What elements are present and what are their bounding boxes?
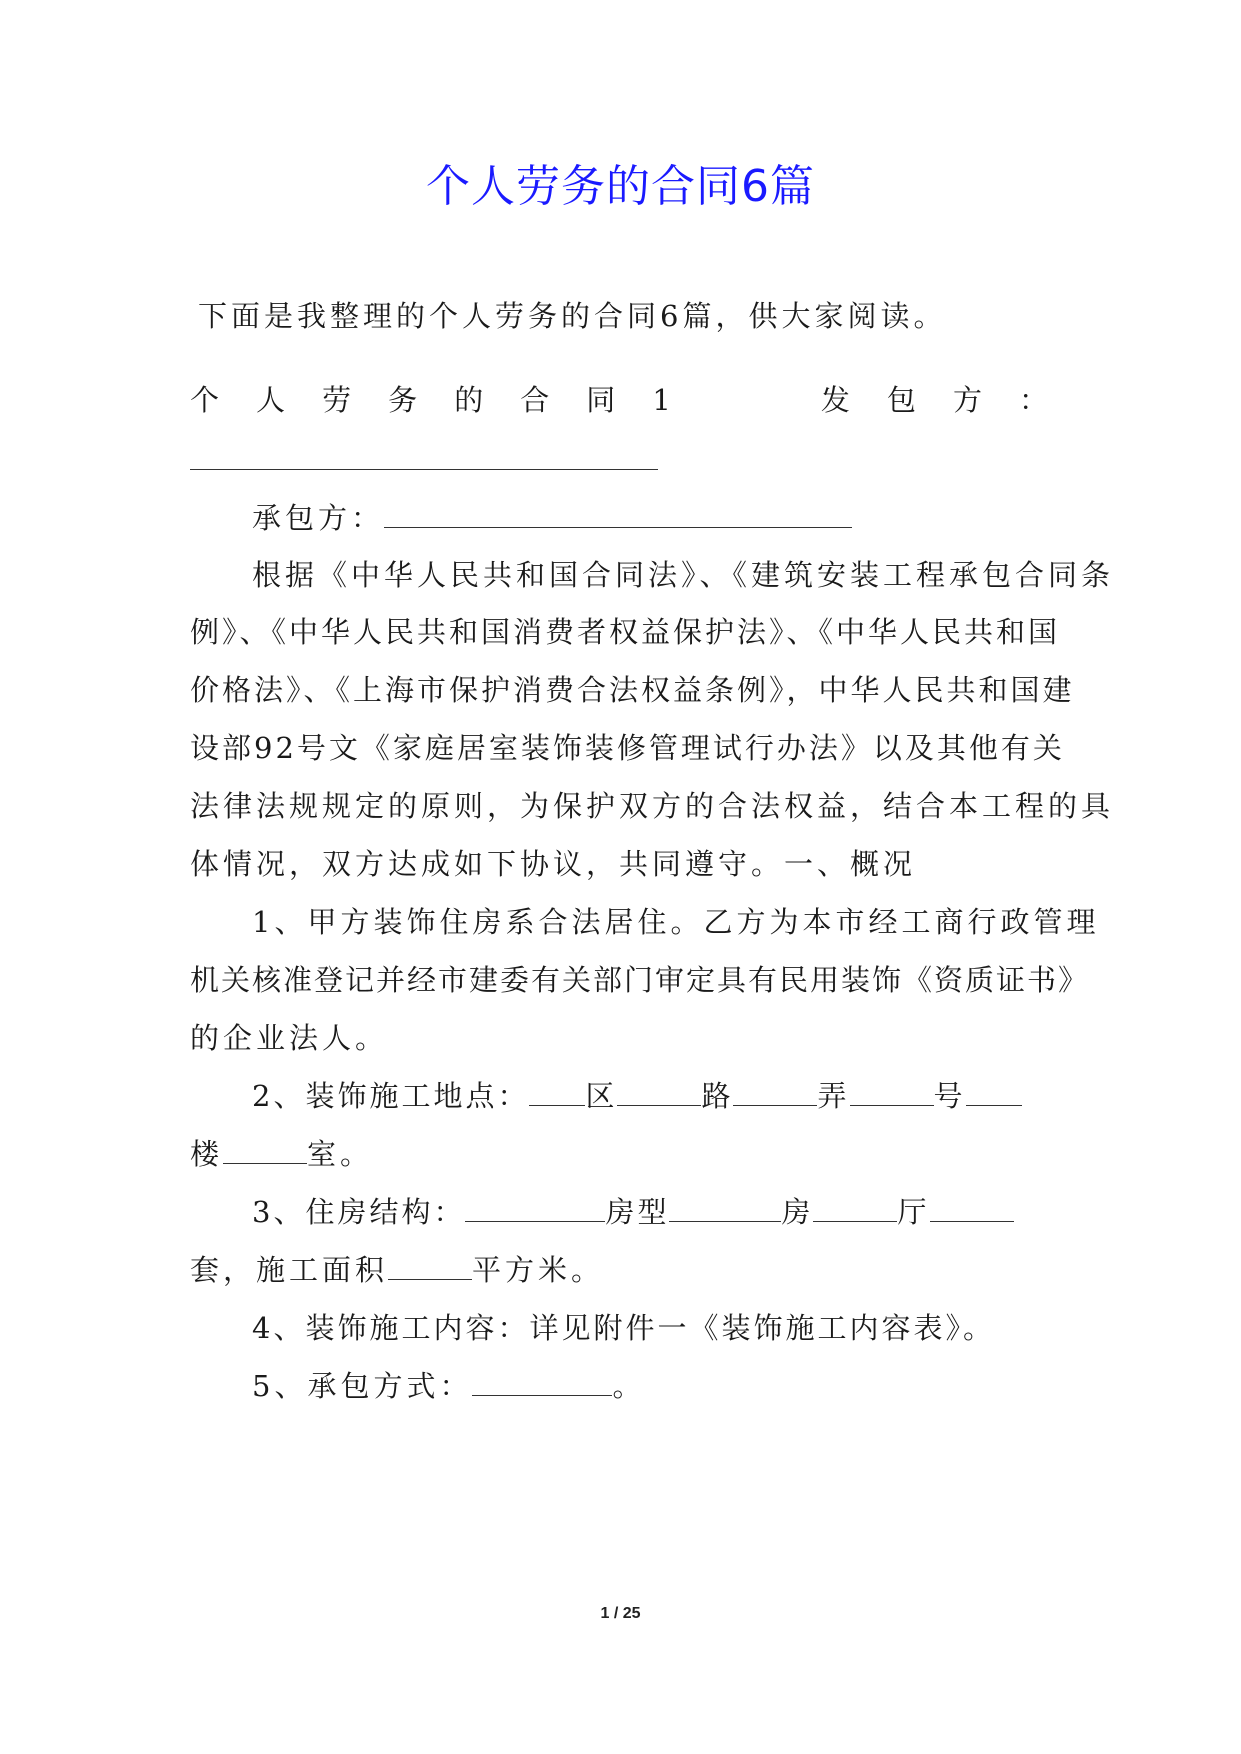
- area-label: 套，施工面积: [190, 1253, 389, 1287]
- item3-line: [252, 1192, 1052, 1232]
- contractor-line: [252, 498, 1052, 538]
- fill-blank: [384, 505, 852, 528]
- basis-line: 例》、《中华人民共和国消费者权益保护法》、《中华人民共和国: [190, 615, 1061, 649]
- item5-label: 5、承包方式：: [252, 1369, 473, 1403]
- basis-line: 法律法规规定的原则，为保护双方的合法权益，结合本工程的具: [190, 789, 1115, 823]
- item2-label: 2、装饰施工地点：: [252, 1079, 530, 1113]
- basis-line: 根据《中华人民共和国合同法》、《建筑安装工程承包合同条: [252, 558, 1115, 592]
- fill-blank: [472, 1373, 612, 1396]
- basis-line: 体情况，双方达成如下协议，共同遵守。一、概况: [190, 847, 917, 881]
- fill-blank: [966, 1083, 1022, 1106]
- item1-line: 的企业法人。: [190, 1021, 389, 1055]
- fill-blank: [388, 1257, 472, 1280]
- item3-line2: [190, 1250, 1052, 1290]
- item4-line: 4、装饰施工内容：详见附件一《装饰施工内容表》。: [252, 1311, 995, 1345]
- item3-label: 3、住房结构：: [252, 1195, 466, 1229]
- fill-blank: [529, 1083, 585, 1106]
- unit-label: 房型: [605, 1195, 670, 1229]
- heading-char: 方: [952, 383, 986, 417]
- area-unit: 平方米。: [472, 1253, 605, 1287]
- fill-blank: [930, 1199, 1014, 1222]
- heading-char: 1: [652, 383, 675, 417]
- heading-char: 劳: [322, 383, 356, 417]
- heading-char: 个: [190, 383, 224, 417]
- basis-line: 价格法》、《上海市保护消费合法权益条例》，中华人民共和国建: [190, 673, 1075, 707]
- fill-blank: [617, 1083, 701, 1106]
- contractor-label: 承包方：: [252, 501, 385, 535]
- heading-char: 包: [886, 383, 920, 417]
- unit-label: 室。: [307, 1137, 374, 1171]
- contract1-heading: [190, 380, 1052, 420]
- item5-line: [252, 1366, 1052, 1406]
- unit-label: 房: [781, 1195, 814, 1229]
- unit-label: 路: [701, 1079, 734, 1113]
- heading-char: 务: [388, 383, 422, 417]
- fill-blank: [850, 1083, 934, 1106]
- item1-line: 机关核准登记并经市建委有关部门审定具有民用装饰《资质证书》: [190, 963, 1090, 997]
- fill-blank: [669, 1199, 781, 1222]
- unit-label: 楼: [190, 1137, 224, 1171]
- item1-line: 1、甲方装饰住房系合法居住。乙方为本市经工商行政管理: [252, 905, 1100, 939]
- issuer-blank-line: [190, 440, 1052, 480]
- item2-line2: [190, 1134, 1052, 1174]
- heading-char: ：: [1018, 383, 1052, 417]
- page-indicator: 1 / 25: [600, 1605, 641, 1622]
- heading-char: [708, 380, 788, 420]
- heading-char: 合: [520, 383, 554, 417]
- unit-label: 厅: [897, 1195, 930, 1229]
- basis-line: 设部92号文《家庭居室装饰装修管理试行办法》以及其他有关: [190, 731, 1065, 765]
- heading-char: 发: [820, 383, 854, 417]
- fill-blank: [465, 1199, 605, 1222]
- item5-end: 。: [612, 1369, 646, 1403]
- fill-blank: [733, 1083, 817, 1106]
- item2-line: [252, 1076, 1052, 1116]
- document-title: 个人劳务的合同6篇: [426, 161, 815, 212]
- fill-blank: [223, 1141, 307, 1164]
- unit-label: 号: [933, 1079, 966, 1113]
- intro-paragraph: 下面是我整理的个人劳务的合同6篇，供大家阅读。: [198, 299, 947, 333]
- heading-char: 的: [454, 383, 488, 417]
- fill-blank: [813, 1199, 897, 1222]
- unit-label: 区: [585, 1079, 618, 1113]
- heading-char: 人: [256, 383, 290, 417]
- heading-char: 同: [586, 383, 620, 417]
- unit-label: 弄: [817, 1079, 850, 1113]
- fill-blank: [190, 447, 658, 470]
